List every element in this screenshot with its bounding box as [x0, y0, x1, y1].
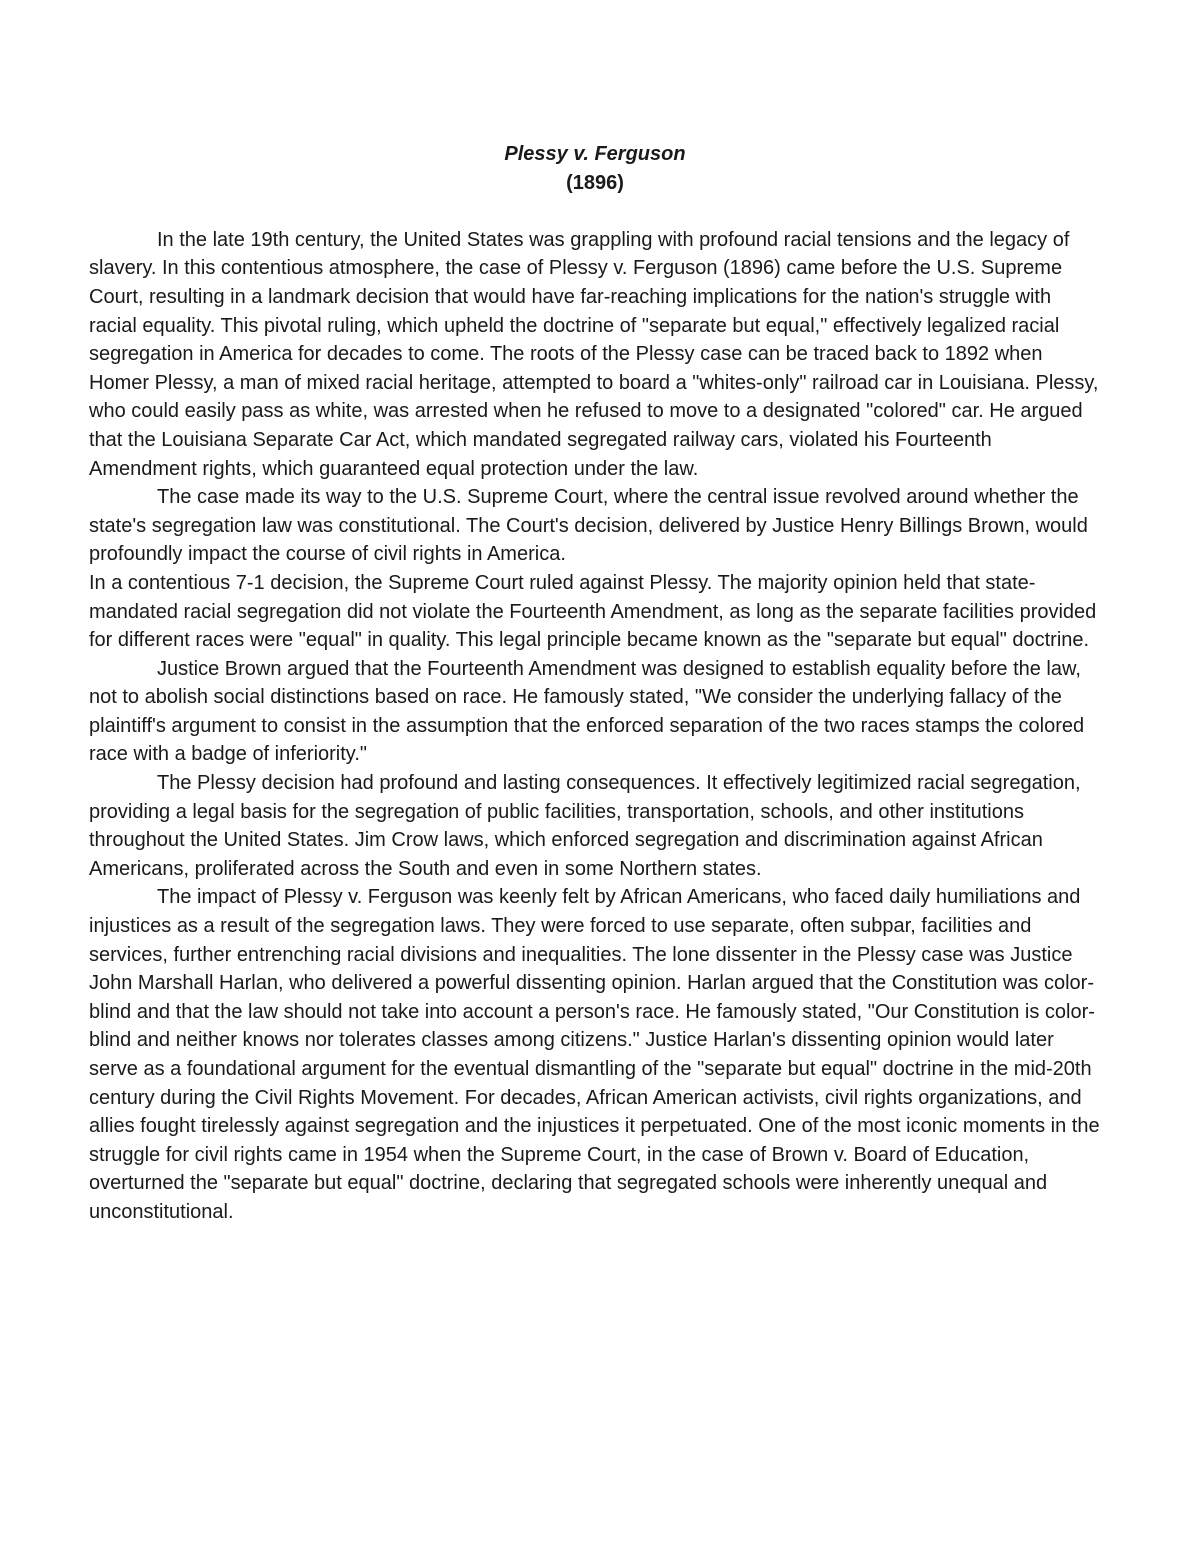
- paragraph-4: Justice Brown argued that the Fourteenth Amendment was designed to establish equality before the law, not to abolish social distinctions based on race. He famously stated, "We consider the underlying fallacy of the plaintiff's argument to consist in the assumption that the enforced separation of the two races stamps the colored race with a badge of inferiority.": [89, 657, 1085, 766]
- paragraph-3: In a contentious 7-1 decision, the Supreme Court ruled against Plessy. The majority opinion held that state-mandated racial segregation did not violate the Fourteenth Amendment, as long as the separate facilities provided for different races were "equal" in quality. This legal principle became known as the "separate but equal" doctrine.: [89, 571, 1097, 652]
- paragraph-1: In the late 19th century, the United States was grappling with profound racial tensions and the legacy of slavery. In this contentious atmosphere, the case of Plessy v. Ferguson (1896) came before the U.S. Supreme Court, resulting in a landmark decision that would have far-reaching implications for the nation's struggle with racial equality. This pivotal ruling, which upheld the doctrine of "separate but equal," effectively legalized racial segregation in America for decades to come. The roots of the Plessy case can be traced back to 1892 when Homer Plessy, a man of mixed racial heritage, attempted to board a "whites-only" railroad car in Louisiana. Plessy, who could easily pass as white, was arrested when he refused to move to a designated "colored" car. He argued that the Louisiana Separate Car Act, which mandated segregated railway cars, violated his Fourteenth Amendment rights, which guaranteed equal protection under the law.: [89, 228, 1099, 480]
- document-year: (1896): [566, 171, 624, 194]
- document-body: [89, 140, 1101, 1227]
- document-title: Plessy v. Ferguson: [504, 143, 686, 165]
- paragraph-2: The case made its way to the U.S. Supreme Court, where the central issue revolved around whether the state's segregation law was constitutional. The Court's decision, delivered by Justice Henry Billings Brown, would profoundly impact the course of civil rights in America.: [89, 486, 1088, 566]
- paragraph-5: The Plessy decision had profound and lasting consequences. It effectively legitimized racial segregation, providing a legal basis for the segregation of public facilities, transportation, schools, and other institutions throughout the United States. Jim Crow laws, which enforced segregation and discrimination against African Americans, proliferated across the South and even in some Northern states.: [89, 772, 1081, 880]
- paragraph-6: The impact of Plessy v. Ferguson was keenly felt by African Americans, who faced daily humiliations and injustices as a result of the segregation laws. They were forced to use separate, often subpar, facilities and services, further entrenching racial divisions and inequalities. The lone dissenter in the Plessy case was Justice John Marshall Harlan, who delivered a powerful dissenting opinion. Harlan argued that the Constitution was color-blind and that the law should not take into account a person's race. He famously stated, "Our Constitution is color-blind and neither knows nor tolerates classes among citizens." Justice Harlan's dissenting opinion would later serve as a foundational argument for the eventual dismantling of the "separate but equal" doctrine in the mid-20th century during the Civil Rights Movement. For decades, African American activists, civil rights organizations, and allies fought tirelessly against segregation and the injustices it perpetuated. One of the most iconic moments in the struggle for civil rights came in 1954 when the Supreme Court, in the case of Brown v. Board of Education, overturned the "separate but equal" doctrine, declaring that segregated schools were inherently unequal and unconstitutional.: [89, 886, 1100, 1223]
